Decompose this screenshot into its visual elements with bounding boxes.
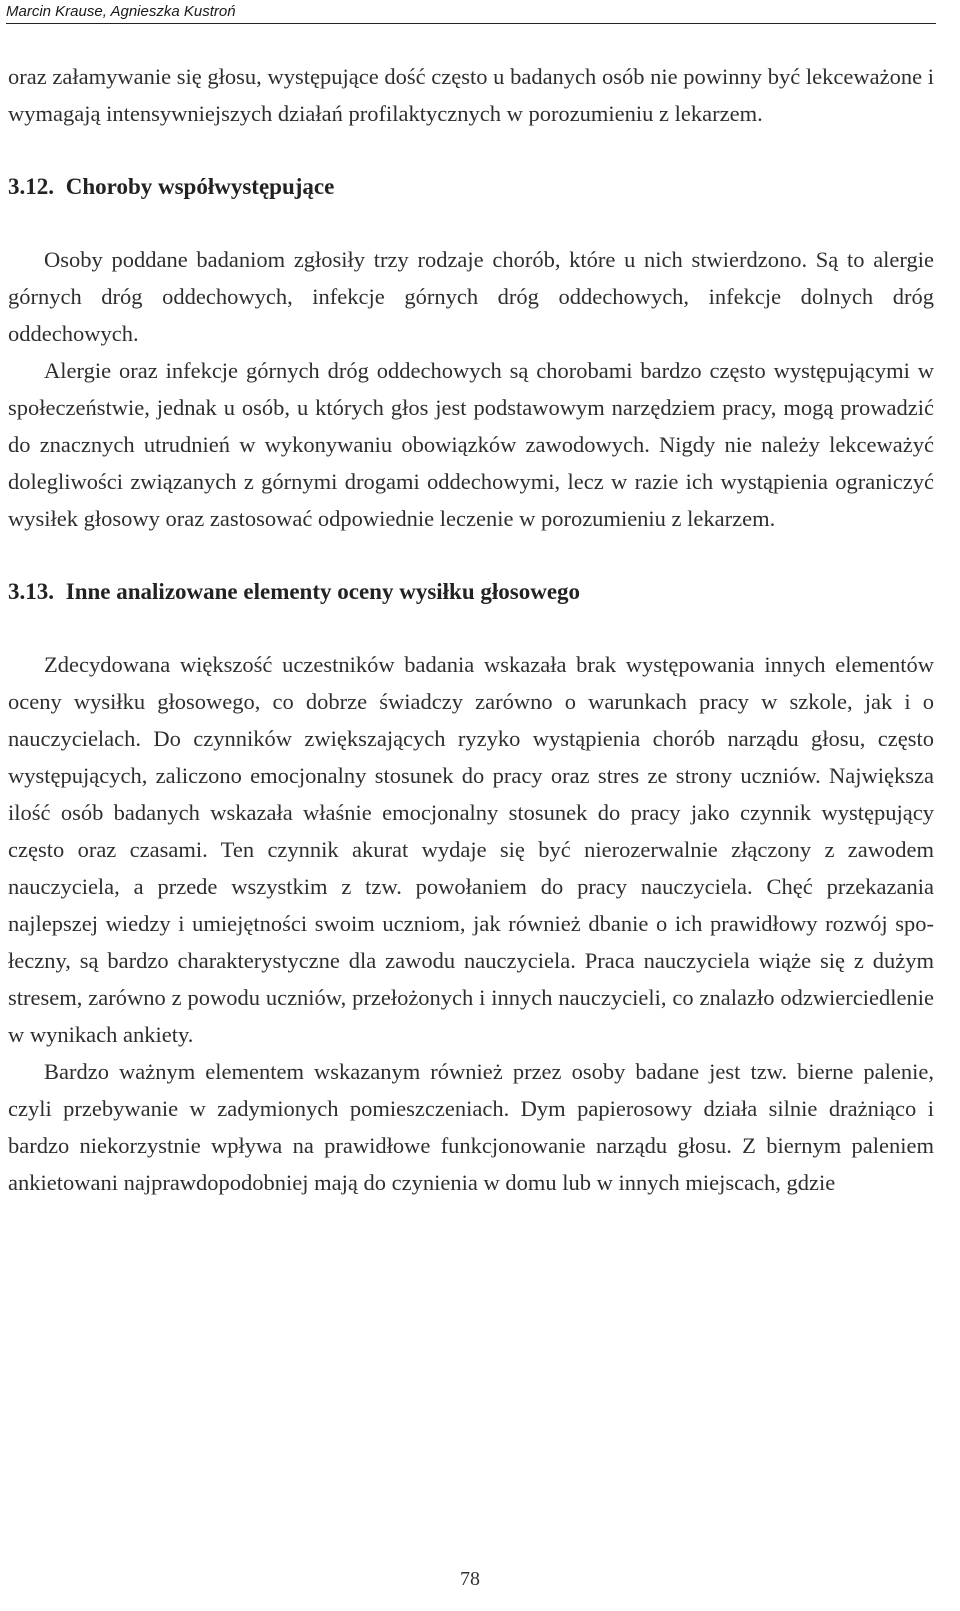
paragraph: Zdecydowana większość uczestników badania wskazała brak występowania innych elementów oceny wysiłku głosowego, co dobrze świadczy zarówno o warunkach pracy w szkole, jak i o nauczycielach. Do czynników zwiększających ryzyko wystąpienia chorób narządu głosu, często występujących, zaliczono emocjonalny stosunek do pracy oraz stres ze strony uczniów. Największa ilość osób badanych wskazała właśnie emocjonalny stosunek do pracy jako czynnik występujący często oraz czasami. Ten czynnik akurat wydaje się być nierozerwalnie złączony z zawodem nauczyciela, a przede wszystkim z tzw. powołaniem do pracy nauczyciela. Chęć przekazania najlepszej wiedzy i umiejętności swoim uczniom, jak również dbanie o ich prawidłowy rozwój społeczny, są bardzo charakterystyczne dla zawodu nauczyciela. Praca nauczyciela wiąże się z dużym stresem, zarówno z powodu uczniów, przełożonych i innych nauczycieli, co znalazło odzwierciedlenie w wynikach ankiety. bbox=[8, 652, 934, 1047]
paragraph: Alergie oraz infekcje górnych dróg oddechowych są chorobami bardzo często występującymi w społeczeństwie, jednak u osób, u których głos jest podstawowym narzędziem pracy, mogą prowadzić do znacznych utrudnień w wykonywaniu obowiązków zawodowych. Nigdy nie należy lekceważyć dolegliwości związanych z górnymi drogami oddechowymi, lecz w razie ich wystąpienia ograniczyć wysiłek głosowy oraz zastosować odpowiednie leczenie w porozumieniu z lekarzem. bbox=[8, 358, 934, 531]
section-title: Choroby współwystępujące bbox=[65, 174, 335, 199]
section-title: Inne analizowane elementy oceny wysiłku głosowego bbox=[65, 579, 581, 604]
intro-paragraph: oraz załamywanie się głosu, występujące dość często u badanych osób nie powinny być lekceważone i wymagają intensywniejszych działań profilaktycznych w porozumieniu z lekarzem. bbox=[8, 64, 934, 126]
spacer bbox=[8, 610, 934, 646]
spacer bbox=[8, 132, 934, 168]
spacer bbox=[8, 205, 934, 241]
spacer bbox=[8, 537, 934, 573]
body-text bbox=[8, 58, 934, 1201]
section-number: 3.12. bbox=[8, 174, 54, 199]
page-number: 78 bbox=[460, 1568, 480, 1590]
section-heading-3-13 bbox=[8, 573, 934, 610]
paragraph: Bardzo ważnym elementem wskazanym również przez osoby badane jest tzw. bierne palenie, czyli przebywanie w zadymionych pomieszczeniach. Dym papierosowy działa silnie drażniąco i bardzo niekorzystnie wpływa na prawidłowe funkcjonowanie narządu głosu. Z biernym paleniem ankietowani najprawdopodobniej mają do czynienia w domu lub w innych miejscach, gdzie bbox=[8, 1059, 934, 1195]
section-number: 3.13. bbox=[8, 579, 54, 604]
paragraph: Osoby poddane badaniom zgłosiły trzy rodzaje chorób, które u nich stwierdzono. Są to alergie górnych dróg oddechowych, infekcje górnych dróg oddechowych, infekcje dolnych dróg oddechowych. bbox=[8, 247, 934, 346]
section-heading-3-12 bbox=[8, 168, 934, 205]
running-header-authors: Marcin Krause, Agnieszka Kustroń bbox=[6, 3, 236, 20]
header-rule bbox=[6, 23, 936, 24]
